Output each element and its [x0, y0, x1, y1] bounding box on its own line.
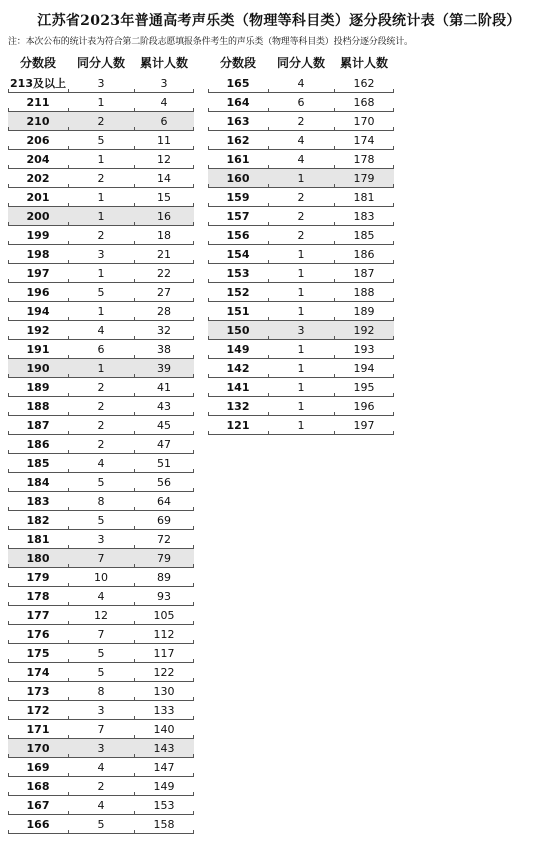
table-note: 注：本次公布的统计表为符合第二阶段志愿填报条件考生的声乐类（物理等科目类）投档分逐分段统计。	[8, 37, 413, 47]
same-score-count-cell: 1	[297, 172, 305, 185]
score-segment-cell: 161	[226, 153, 250, 166]
score-segment-cell: 206	[26, 134, 50, 147]
table-row	[8, 625, 194, 644]
cumulative-count-cell: 186	[353, 248, 375, 261]
score-segment-cell: 184	[26, 476, 50, 489]
score-segment-cell: 194	[26, 305, 50, 318]
score-segment-cell: 167	[26, 799, 50, 812]
same-score-count-cell: 2	[97, 419, 105, 432]
same-score-count-cell: 1	[297, 248, 305, 261]
page-title: 江苏省2023年普通高考声乐类（物理等科目类）逐分段统计表（第二阶段）	[37, 13, 521, 29]
same-score-count-cell: 2	[297, 229, 305, 242]
cumulative-count-cell: 158	[153, 818, 175, 831]
same-score-count-cell: 1	[297, 305, 305, 318]
score-segment-cell: 152	[226, 286, 250, 299]
score-segment-cell: 172	[26, 704, 50, 717]
right-table-header	[208, 52, 394, 74]
score-segment-cell: 169	[26, 761, 50, 774]
table-row	[8, 245, 194, 264]
cumulative-count-cell: 185	[353, 229, 375, 242]
cumulative-count-cell: 133	[153, 704, 175, 717]
row-border-tick	[334, 431, 335, 435]
table-row	[8, 720, 194, 739]
score-segment-cell: 204	[26, 153, 50, 166]
table-row	[208, 226, 394, 245]
cumulative-count-cell: 197	[353, 419, 375, 432]
header-same-score-count: 同分人数	[276, 56, 325, 70]
score-segment-cell: 185	[26, 457, 50, 470]
table-row	[8, 74, 194, 93]
same-score-count-cell: 12	[94, 609, 108, 622]
score-segment-cell: 165	[226, 77, 250, 90]
same-score-count-cell: 1	[297, 343, 305, 356]
table-row	[208, 340, 394, 359]
same-score-count-cell: 7	[97, 628, 105, 641]
score-segment-cell: 201	[26, 191, 50, 204]
same-score-count-cell: 2	[97, 115, 105, 128]
score-segment-cell: 180	[26, 552, 50, 565]
cumulative-count-cell: 178	[353, 153, 375, 166]
score-segment-cell: 149	[226, 343, 250, 356]
same-score-count-cell: 4	[97, 590, 105, 603]
score-segment-cell: 183	[26, 495, 50, 508]
table-row	[8, 454, 194, 473]
table-row	[8, 416, 194, 435]
table-row	[8, 492, 194, 511]
table-row	[208, 416, 394, 435]
score-segment-cell: 211	[26, 96, 50, 109]
cumulative-count-cell: 27	[157, 286, 171, 299]
table-row	[208, 359, 394, 378]
same-score-count-cell: 1	[97, 96, 105, 109]
same-score-count-cell: 5	[97, 647, 105, 660]
same-score-count-cell: 4	[97, 324, 105, 337]
cumulative-count-cell: 153	[153, 799, 175, 812]
table-row	[208, 131, 394, 150]
same-score-count-cell: 3	[97, 742, 105, 755]
cumulative-count-cell: 69	[157, 514, 171, 527]
cumulative-count-cell: 45	[157, 419, 171, 432]
cumulative-count-cell: 22	[157, 267, 171, 280]
score-segment-cell: 192	[26, 324, 50, 337]
cumulative-count-cell: 43	[157, 400, 171, 413]
row-border-tick	[268, 431, 269, 435]
cumulative-count-cell: 79	[157, 552, 171, 565]
table-row	[8, 150, 194, 169]
cumulative-count-cell: 28	[157, 305, 171, 318]
cumulative-count-cell: 170	[353, 115, 375, 128]
cumulative-count-cell: 162	[353, 77, 375, 90]
right-table-body	[208, 74, 394, 435]
table-row	[8, 283, 194, 302]
same-score-count-cell: 5	[97, 818, 105, 831]
cumulative-count-cell: 4	[160, 96, 168, 109]
row-border-tick	[393, 431, 394, 435]
score-segment-cell: 190	[26, 362, 50, 375]
cumulative-count-cell: 189	[353, 305, 375, 318]
same-score-count-cell: 1	[297, 419, 305, 432]
cumulative-count-cell: 122	[153, 666, 175, 679]
score-segment-cell: 150	[226, 324, 250, 337]
score-segment-cell: 164	[226, 96, 250, 109]
score-segment-cell: 141	[226, 381, 250, 394]
table-row	[208, 321, 394, 340]
table-row	[208, 112, 394, 131]
score-segment-cell: 171	[26, 723, 50, 736]
left-table-body	[8, 74, 194, 834]
score-segment-cell: 186	[26, 438, 50, 451]
cumulative-count-cell: 16	[157, 210, 171, 223]
same-score-count-cell: 1	[297, 286, 305, 299]
row-border-tick	[134, 830, 135, 834]
same-score-count-cell: 2	[297, 115, 305, 128]
table-row	[8, 511, 194, 530]
table-row	[208, 93, 394, 112]
same-score-count-cell: 3	[297, 324, 305, 337]
row-border-tick	[68, 830, 69, 834]
table-row	[8, 568, 194, 587]
same-score-count-cell: 1	[297, 400, 305, 413]
cumulative-count-cell: 93	[157, 590, 171, 603]
same-score-count-cell: 4	[297, 134, 305, 147]
same-score-count-cell: 6	[97, 343, 105, 356]
header-same-score-count: 同分人数	[76, 56, 125, 70]
table-row	[208, 74, 394, 93]
score-segment-cell: 199	[26, 229, 50, 242]
score-segment-cell: 191	[26, 343, 50, 356]
cumulative-count-cell: 194	[353, 362, 375, 375]
table-row	[208, 188, 394, 207]
cumulative-count-cell: 89	[157, 571, 171, 584]
left-table-header	[8, 52, 194, 74]
cumulative-count-cell: 15	[157, 191, 171, 204]
score-segment-cell: 162	[226, 134, 250, 147]
table-row	[208, 264, 394, 283]
cumulative-count-cell: 21	[157, 248, 171, 261]
same-score-count-cell: 1	[297, 381, 305, 394]
same-score-count-cell: 4	[297, 77, 305, 90]
score-segment-cell: 174	[26, 666, 50, 679]
same-score-count-cell: 4	[97, 761, 105, 774]
header-score-segment: 分数段	[19, 56, 56, 70]
cumulative-count-cell: 6	[160, 115, 168, 128]
table-row	[8, 530, 194, 549]
same-score-count-cell: 3	[97, 704, 105, 717]
score-segment-cell: 173	[26, 685, 50, 698]
table-row	[8, 435, 194, 454]
cumulative-count-cell: 179	[353, 172, 375, 185]
table-row	[8, 739, 194, 758]
cumulative-count-cell: 117	[153, 647, 175, 660]
score-segment-cell: 189	[26, 381, 50, 394]
table-row	[208, 397, 394, 416]
score-segment-cell: 154	[226, 248, 250, 261]
same-score-count-cell: 5	[97, 476, 105, 489]
cumulative-count-cell: 195	[353, 381, 375, 394]
same-score-count-cell: 6	[297, 96, 305, 109]
same-score-count-cell: 1	[297, 267, 305, 280]
same-score-count-cell: 1	[97, 305, 105, 318]
row-border-tick	[208, 431, 209, 435]
table-row	[208, 207, 394, 226]
same-score-count-cell: 2	[297, 191, 305, 204]
same-score-count-cell: 2	[97, 400, 105, 413]
cumulative-count-cell: 183	[353, 210, 375, 223]
score-segment-cell: 210	[26, 115, 50, 128]
score-segment-cell: 151	[226, 305, 250, 318]
score-segment-cell: 188	[26, 400, 50, 413]
cumulative-count-cell: 14	[157, 172, 171, 185]
table-row	[208, 169, 394, 188]
same-score-count-cell: 3	[97, 533, 105, 546]
cumulative-count-cell: 143	[153, 742, 175, 755]
same-score-count-cell: 1	[97, 210, 105, 223]
score-segment-cell: 132	[226, 400, 250, 413]
table-row	[208, 245, 394, 264]
cumulative-count-cell: 196	[353, 400, 375, 413]
score-segment-cell: 178	[26, 590, 50, 603]
same-score-count-cell: 2	[97, 381, 105, 394]
table-row	[8, 378, 194, 397]
same-score-count-cell: 1	[97, 267, 105, 280]
cumulative-count-cell: 168	[353, 96, 375, 109]
cumulative-count-cell: 11	[157, 134, 171, 147]
table-row	[8, 207, 194, 226]
cumulative-count-cell: 12	[157, 153, 171, 166]
table-row	[8, 777, 194, 796]
score-segment-cell: 187	[26, 419, 50, 432]
same-score-count-cell: 2	[97, 172, 105, 185]
score-segment-cell: 202	[26, 172, 50, 185]
score-segment-cell: 213及以上	[10, 77, 66, 90]
score-segment-cell: 121	[226, 419, 250, 432]
table-row	[8, 131, 194, 150]
cumulative-count-cell: 41	[157, 381, 171, 394]
same-score-count-cell: 7	[97, 552, 105, 565]
table-row	[8, 587, 194, 606]
same-score-count-cell: 1	[97, 362, 105, 375]
same-score-count-cell: 4	[297, 153, 305, 166]
table-row	[8, 264, 194, 283]
table-row	[8, 815, 194, 834]
header-cumulative-count: 累计人数	[339, 56, 388, 70]
same-score-count-cell: 4	[97, 799, 105, 812]
row-border-tick	[193, 830, 194, 834]
cumulative-count-cell: 193	[353, 343, 375, 356]
cumulative-count-cell: 105	[153, 609, 175, 622]
cumulative-count-cell: 147	[153, 761, 175, 774]
table-row	[8, 701, 194, 720]
cumulative-count-cell: 149	[153, 780, 175, 793]
same-score-count-cell: 5	[97, 514, 105, 527]
header-score-segment: 分数段	[219, 56, 256, 70]
table-row	[208, 378, 394, 397]
cumulative-count-cell: 47	[157, 438, 171, 451]
same-score-count-cell: 3	[97, 77, 105, 90]
table-row	[8, 663, 194, 682]
score-segment-cell: 200	[26, 210, 50, 223]
row-border-tick	[8, 830, 9, 834]
table-row	[8, 169, 194, 188]
cumulative-count-cell: 181	[353, 191, 375, 204]
cumulative-count-cell: 140	[153, 723, 175, 736]
score-segment-cell: 177	[26, 609, 50, 622]
same-score-count-cell: 4	[97, 457, 105, 470]
score-segment-cell: 197	[26, 267, 50, 280]
table-row	[208, 283, 394, 302]
table-row	[208, 302, 394, 321]
cumulative-count-cell: 18	[157, 229, 171, 242]
score-segment-cell: 159	[226, 191, 250, 204]
score-segment-cell: 153	[226, 267, 250, 280]
score-segment-cell: 198	[26, 248, 50, 261]
table-row	[8, 796, 194, 815]
cumulative-count-cell: 51	[157, 457, 171, 470]
score-segment-cell: 176	[26, 628, 50, 641]
same-score-count-cell: 3	[97, 248, 105, 261]
table-row	[8, 112, 194, 131]
same-score-count-cell: 2	[97, 438, 105, 451]
same-score-count-cell: 1	[97, 153, 105, 166]
cumulative-count-cell: 32	[157, 324, 171, 337]
cumulative-count-cell: 56	[157, 476, 171, 489]
score-segment-cell: 196	[26, 286, 50, 299]
score-segment-cell: 142	[226, 362, 250, 375]
table-row	[8, 226, 194, 245]
table-row	[8, 302, 194, 321]
same-score-count-cell: 2	[97, 229, 105, 242]
cumulative-count-cell: 72	[157, 533, 171, 546]
same-score-count-cell: 1	[297, 362, 305, 375]
score-segment-cell: 175	[26, 647, 50, 660]
table-row	[8, 473, 194, 492]
same-score-count-cell: 8	[97, 495, 105, 508]
cumulative-count-cell: 3	[160, 77, 168, 90]
same-score-count-cell: 10	[94, 571, 108, 584]
cumulative-count-cell: 38	[157, 343, 171, 356]
same-score-count-cell: 5	[97, 134, 105, 147]
score-segment-cell: 170	[26, 742, 50, 755]
cumulative-count-cell: 192	[353, 324, 375, 337]
same-score-count-cell: 5	[97, 666, 105, 679]
cumulative-count-cell: 64	[157, 495, 171, 508]
cumulative-count-cell: 187	[353, 267, 375, 280]
same-score-count-cell: 2	[297, 210, 305, 223]
table-row	[8, 397, 194, 416]
table-row	[8, 321, 194, 340]
table-row	[8, 758, 194, 777]
cumulative-count-cell: 188	[353, 286, 375, 299]
table-row	[8, 644, 194, 663]
score-segment-cell: 160	[226, 172, 250, 185]
same-score-count-cell: 2	[97, 780, 105, 793]
same-score-count-cell: 1	[97, 191, 105, 204]
same-score-count-cell: 8	[97, 685, 105, 698]
score-segment-cell: 166	[26, 818, 50, 831]
table-row	[8, 340, 194, 359]
same-score-count-cell: 5	[97, 286, 105, 299]
score-segment-cell: 156	[226, 229, 250, 242]
cumulative-count-cell: 130	[153, 685, 175, 698]
table-row	[8, 359, 194, 378]
cumulative-count-cell: 39	[157, 362, 171, 375]
score-segment-cell: 179	[26, 571, 50, 584]
header-cumulative-count: 累计人数	[139, 56, 188, 70]
cumulative-count-cell: 112	[153, 628, 175, 641]
table-row	[8, 682, 194, 701]
same-score-count-cell: 7	[97, 723, 105, 736]
table-row	[8, 188, 194, 207]
score-segment-cell: 168	[26, 780, 50, 793]
score-segment-cell: 182	[26, 514, 50, 527]
score-segment-cell: 157	[226, 210, 250, 223]
table-row	[208, 150, 394, 169]
table-row	[8, 606, 194, 625]
table-row	[8, 93, 194, 112]
score-segment-cell: 181	[26, 533, 50, 546]
table-row	[8, 549, 194, 568]
cumulative-count-cell: 174	[353, 134, 375, 147]
score-segment-cell: 163	[226, 115, 250, 128]
